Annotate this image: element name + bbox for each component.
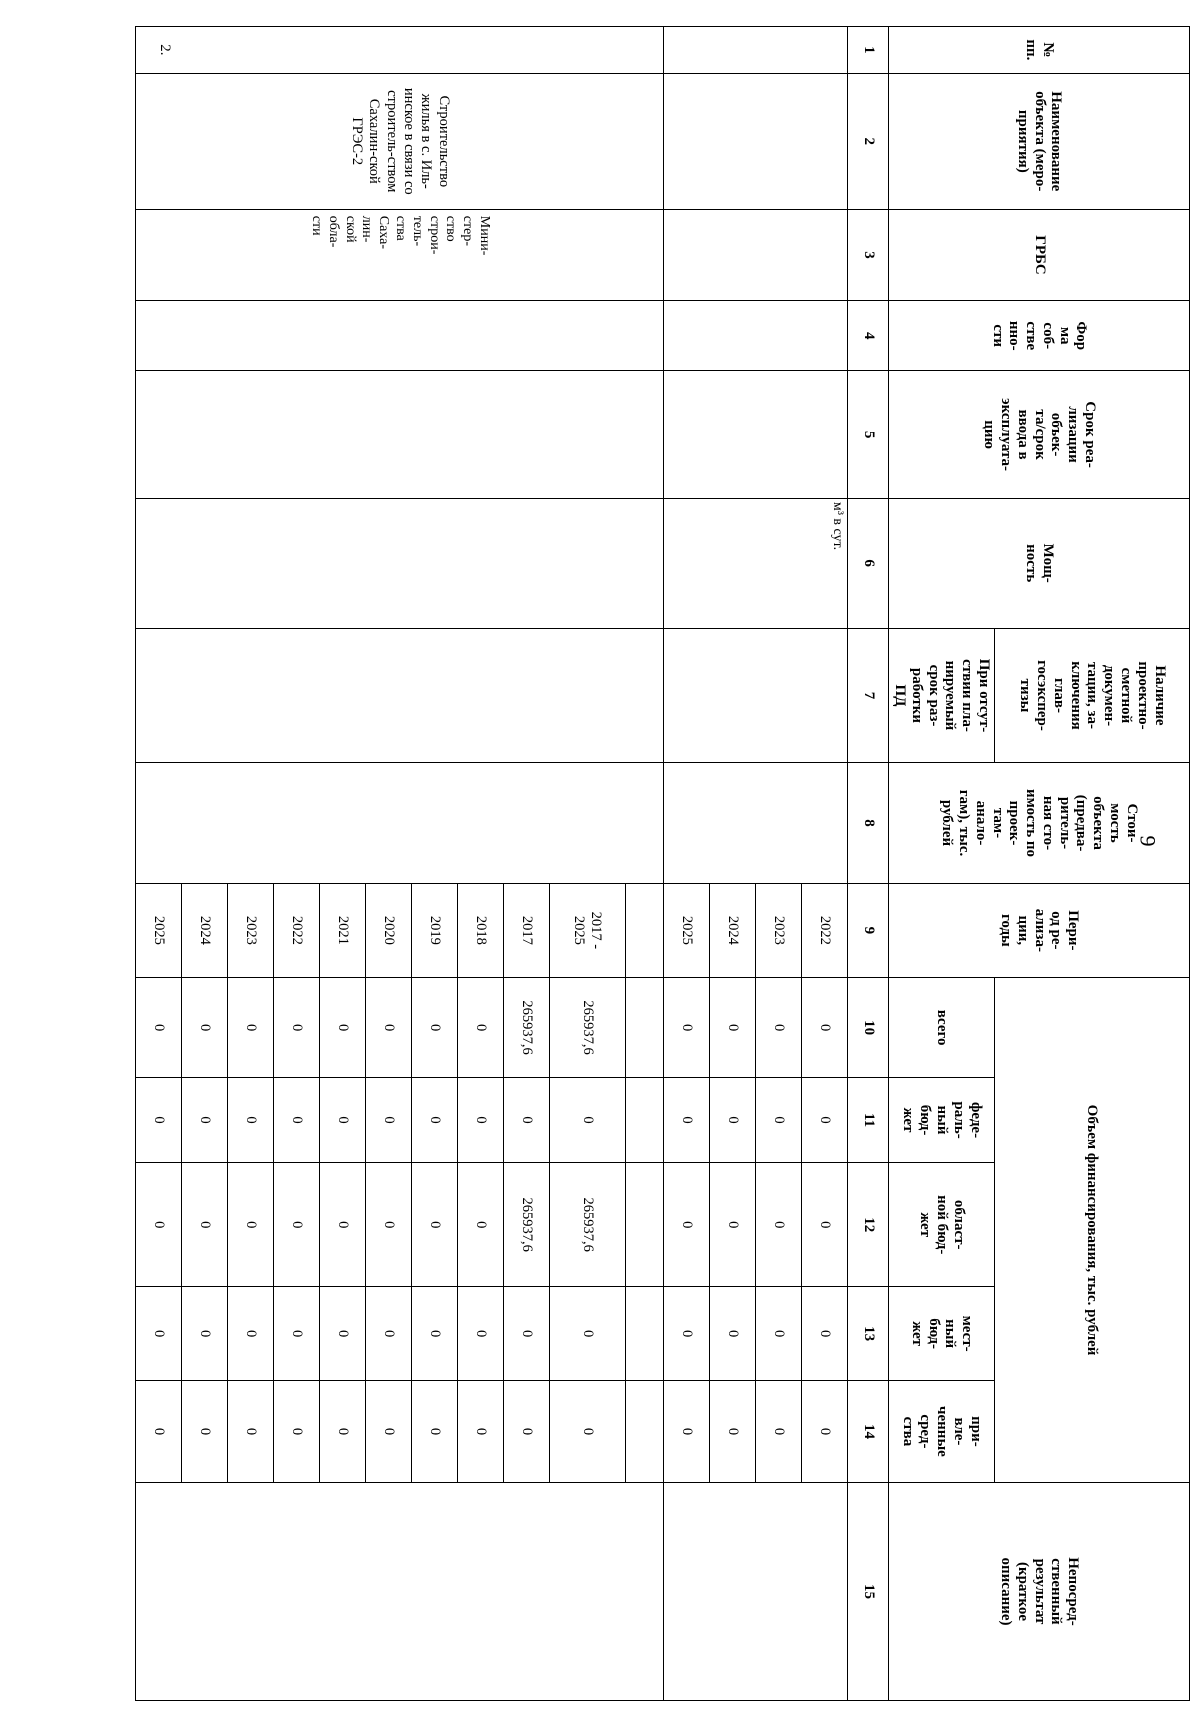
attracted-value: 0 — [710, 1380, 756, 1482]
regional-value: 0 — [320, 1163, 366, 1287]
period-year: 2017 - 2025 — [549, 883, 625, 978]
block1-term-cell — [664, 371, 848, 499]
regional-value: 0 — [366, 1163, 412, 1287]
block2-cost-cell — [136, 763, 664, 883]
total-value: 0 — [710, 978, 756, 1078]
federal-blank — [625, 1078, 664, 1163]
block2-object-name: Строительство жилья в с. Иль-инское в связи со строитель-ством Сахалин-ской ГРЭС-2 — [136, 73, 664, 209]
table-row — [625, 27, 664, 1701]
federal-value: 0 — [366, 1078, 412, 1163]
local-value: 0 — [136, 1287, 182, 1381]
total-value: 265937,6 — [549, 978, 625, 1078]
regional-value: 0 — [228, 1163, 274, 1287]
regional-value: 0 — [411, 1163, 457, 1287]
header-total: всего — [889, 978, 995, 1078]
attracted-value: 0 — [802, 1380, 848, 1482]
header-design-sub: При отсут- ствии пла- нируемый срок раз- работки ПД — [889, 628, 995, 763]
total-value: 0 — [274, 978, 320, 1078]
attracted-value: 0 — [228, 1380, 274, 1482]
regional-value: 0 — [136, 1163, 182, 1287]
column-number-row — [848, 27, 889, 1701]
period-year: 2022 — [274, 883, 320, 978]
local-value: 0 — [411, 1287, 457, 1381]
header-num: № пп. — [889, 27, 1190, 74]
federal-value: 0 — [503, 1078, 549, 1163]
period-year: 2017 — [503, 883, 549, 978]
local-value: 0 — [274, 1287, 320, 1381]
federal-value: 0 — [182, 1078, 228, 1163]
block2-power-cell — [136, 498, 664, 628]
investment-table — [135, 26, 1190, 1701]
total-value: 0 — [182, 978, 228, 1078]
column-number: 13 — [848, 1287, 889, 1381]
federal-value: 0 — [802, 1078, 848, 1163]
block1-design-cell — [664, 628, 848, 763]
column-number: 15 — [848, 1482, 889, 1700]
regional-value: 0 — [756, 1163, 802, 1287]
local-value: 0 — [549, 1287, 625, 1381]
period-year: 2025 — [664, 883, 710, 978]
period-year: 2025 — [136, 883, 182, 978]
regional-value: 0 — [802, 1163, 848, 1287]
attracted-value: 0 — [549, 1380, 625, 1482]
block2-grbs: Мини- стер- ство строи- тель- ства Саха- лин- ской обла- сти — [136, 209, 664, 300]
header-attracted: при- вле- ченные сред- ства — [889, 1380, 995, 1482]
column-number: 1 — [848, 27, 889, 74]
header-regional: област- ной бюд- жет — [889, 1163, 995, 1287]
attracted-value: 0 — [503, 1380, 549, 1482]
block2-form-cell — [136, 301, 664, 371]
local-value: 0 — [756, 1287, 802, 1381]
header-row-1 — [995, 27, 1190, 1701]
column-number: 4 — [848, 301, 889, 371]
page-number: 9 — [1135, 835, 1161, 847]
column-number: 11 — [848, 1078, 889, 1163]
regional-blank — [625, 1163, 664, 1287]
table-row — [802, 27, 848, 1701]
block2-result-cell — [136, 1482, 664, 1700]
block2-design-cell — [136, 628, 664, 763]
column-number: 7 — [848, 628, 889, 763]
column-number: 8 — [848, 763, 889, 883]
total-value: 0 — [802, 978, 848, 1078]
attracted-value: 0 — [320, 1380, 366, 1482]
column-number: 2 — [848, 73, 889, 209]
attracted-value: 0 — [366, 1380, 412, 1482]
header-name: Наименование объекта (меро- приятия) — [889, 73, 1190, 209]
total-value: 0 — [136, 978, 182, 1078]
column-number: 5 — [848, 371, 889, 499]
attracted-value: 0 — [756, 1380, 802, 1482]
period-year: 2020 — [366, 883, 412, 978]
total-value: 0 — [457, 978, 503, 1078]
total-value: 0 — [228, 978, 274, 1078]
header-result: Непосред- ственный результат (краткое описание) — [889, 1482, 1190, 1700]
period-year: 2023 — [228, 883, 274, 978]
local-value: 0 — [503, 1287, 549, 1381]
block1-power: м³ в сут. — [664, 498, 848, 628]
regional-value: 265937,6 — [549, 1163, 625, 1287]
header-ownership-form: Фор ма соб- стве нно- сти — [889, 301, 1190, 371]
period-year: 2021 — [320, 883, 366, 978]
header-cost: Стои- мость объекта (предва- ритель- ная сто- имость по проек- там- анало- гам), тыс. рублей — [889, 763, 1190, 883]
period-year: 2024 — [182, 883, 228, 978]
header-local: мест- ный бюд- жет — [889, 1287, 995, 1381]
attracted-value: 0 — [274, 1380, 320, 1482]
column-number: 9 — [848, 883, 889, 978]
period-year: 2023 — [756, 883, 802, 978]
local-value: 0 — [457, 1287, 503, 1381]
period-year: 2018 — [457, 883, 503, 978]
total-value: 0 — [320, 978, 366, 1078]
block1-form-cell — [664, 301, 848, 371]
attracted-blank — [625, 1380, 664, 1482]
header-period: Пери- од ре- ализа- ции, годы — [889, 883, 1190, 978]
header-grbs: ГРБС — [889, 209, 1190, 300]
federal-value: 0 — [549, 1078, 625, 1163]
header-design-docs: Наличие проектно- сметной докумен- тации, за- ключения глав- госэкспер- тизы — [995, 628, 1190, 763]
attracted-value: 0 — [182, 1380, 228, 1482]
total-value: 0 — [756, 978, 802, 1078]
block1-result-cell — [664, 1482, 848, 1700]
local-value: 0 — [664, 1287, 710, 1381]
federal-value: 0 — [274, 1078, 320, 1163]
regional-value: 0 — [274, 1163, 320, 1287]
block1-grbs-cell — [664, 209, 848, 300]
header-power: Мощ- ность — [889, 498, 1190, 628]
header-term: Срок реа- лизации объек- та/срок ввода в эксплуата- цию — [889, 371, 1190, 499]
federal-value: 0 — [320, 1078, 366, 1163]
federal-value: 0 — [411, 1078, 457, 1163]
regional-value: 0 — [457, 1163, 503, 1287]
column-number: 3 — [848, 209, 889, 300]
federal-value: 0 — [136, 1078, 182, 1163]
federal-value: 0 — [756, 1078, 802, 1163]
total-value: 0 — [366, 978, 412, 1078]
regional-value: 0 — [710, 1163, 756, 1287]
total-value: 0 — [411, 978, 457, 1078]
attracted-value: 0 — [457, 1380, 503, 1482]
local-value: 0 — [182, 1287, 228, 1381]
period-year: 2019 — [411, 883, 457, 978]
block2-term-cell — [136, 371, 664, 499]
attracted-value: 0 — [136, 1380, 182, 1482]
local-value: 0 — [366, 1287, 412, 1381]
column-number: 12 — [848, 1163, 889, 1287]
block1-num-cell — [664, 27, 848, 74]
local-blank — [625, 1287, 664, 1381]
federal-value: 0 — [664, 1078, 710, 1163]
document-stage — [135, 26, 1190, 1701]
total-blank — [625, 978, 664, 1078]
local-value: 0 — [228, 1287, 274, 1381]
column-number: 10 — [848, 978, 889, 1078]
regional-value: 0 — [182, 1163, 228, 1287]
header-federal: феде- раль- ный бюд- жет — [889, 1078, 995, 1163]
column-number: 14 — [848, 1380, 889, 1482]
period-year-blank — [625, 883, 664, 978]
federal-value: 0 — [710, 1078, 756, 1163]
period-year: 2024 — [710, 883, 756, 978]
period-year: 2022 — [802, 883, 848, 978]
regional-value: 0 — [664, 1163, 710, 1287]
local-value: 0 — [320, 1287, 366, 1381]
local-value: 0 — [802, 1287, 848, 1381]
block2-num: 2. — [136, 27, 664, 74]
local-value: 0 — [710, 1287, 756, 1381]
column-number: 6 — [848, 498, 889, 628]
attracted-value: 0 — [411, 1380, 457, 1482]
total-value: 265937,6 — [503, 978, 549, 1078]
federal-value: 0 — [457, 1078, 503, 1163]
regional-value: 265937,6 — [503, 1163, 549, 1287]
attracted-value: 0 — [664, 1380, 710, 1482]
rotated-sheet — [135, 26, 1190, 1701]
header-finance: Объем финансирования, тыс. рублей — [995, 978, 1190, 1483]
block1-name-cell — [664, 73, 848, 209]
total-value: 0 — [664, 978, 710, 1078]
federal-value: 0 — [228, 1078, 274, 1163]
block1-cost-cell — [664, 763, 848, 883]
